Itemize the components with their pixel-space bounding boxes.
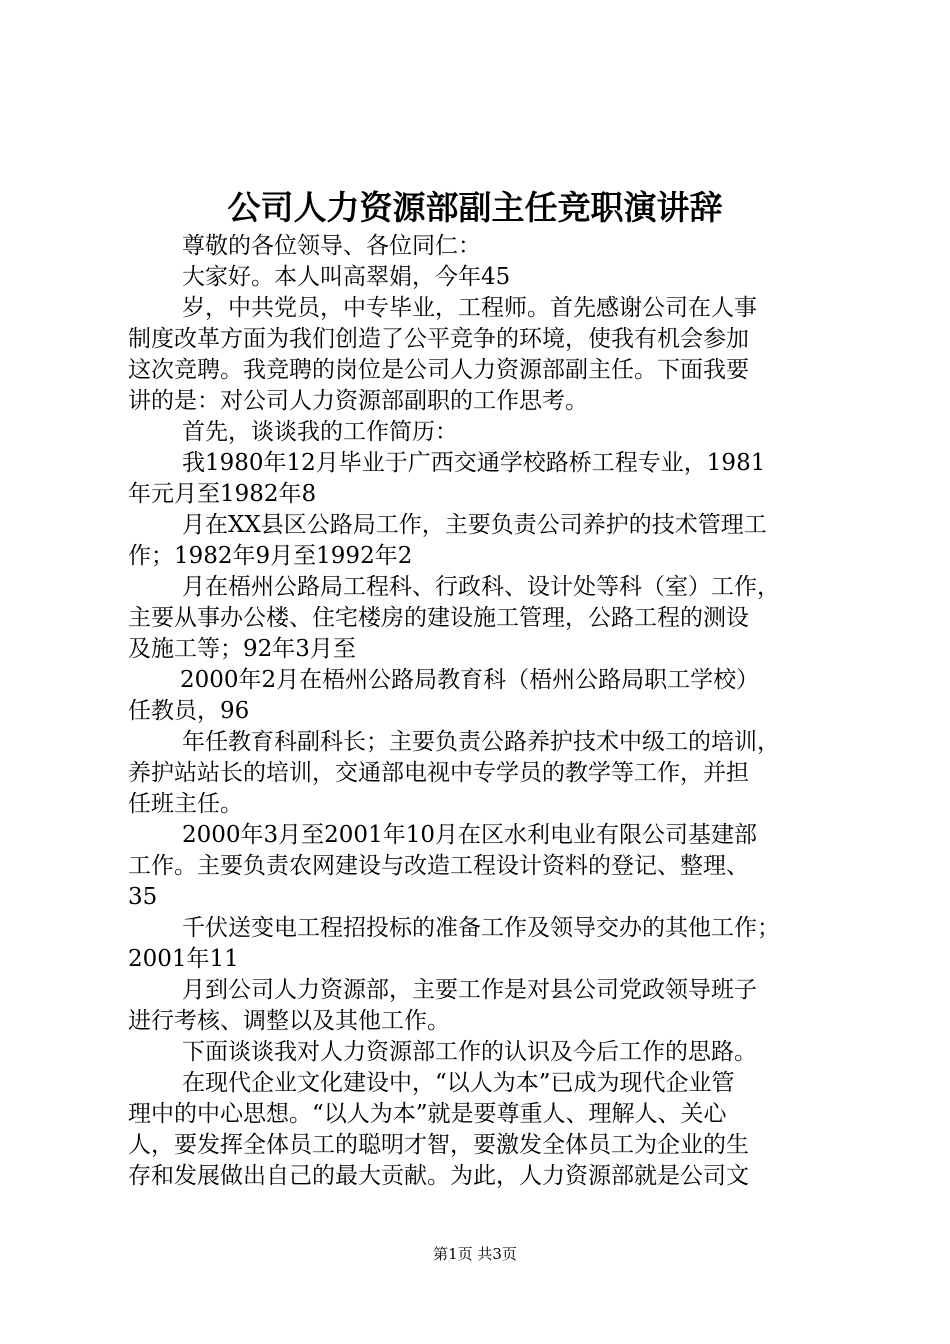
text-line: 进行考核、调整以及其他工作。 xyxy=(128,1008,450,1034)
text-line: 任班主任。 xyxy=(128,791,243,817)
text-line: 我1980年12月毕业于广西交通学校路桥工程专业，1981 xyxy=(182,450,766,476)
text-line: 千伏送变电工程招投标的准备工作及领导交办的其他工作； xyxy=(182,915,780,941)
text-line: 讲的是：对公司人力资源部副职的工作思考。 xyxy=(128,388,588,414)
page-number: 第1页 共3页 xyxy=(433,1245,517,1263)
text-line: 存和发展做出自己的最大贡献。为此，人力资源部就是公司文 xyxy=(128,1163,749,1189)
document-title: 公司人力资源部副主任竞职演讲辞 xyxy=(227,188,723,227)
text-line: 月到公司人力资源部，主要工作是对县公司党政领导班子 xyxy=(182,977,757,1003)
text-line: 这次竞聘。我竞聘的岗位是公司人力资源部副主任。下面我要 xyxy=(128,357,749,383)
text-line: 年任教育科副科长；主要负责公路养护技术中级工的培训， xyxy=(182,729,780,755)
text-line: 工作。主要负责农网建设与改造工程设计资料的登记、整理、 xyxy=(128,853,749,879)
text-line: 制度改革方面为我们创造了公平竞争的环境，使我有机会参加 xyxy=(128,326,749,352)
text-line: 任教员，96 xyxy=(128,698,250,724)
text-line: 首先，谈谈我的工作简历： xyxy=(182,419,458,445)
document-body xyxy=(128,231,832,1192)
text-line: 尊敬的各位领导、各位同仁： xyxy=(182,233,481,259)
text-line: 主要从事办公楼、住宅楼房的建设施工管理，公路工程的测设 xyxy=(128,605,749,631)
text-line: 理中的中心思想。“以人为本”就是要尊重人、理解人、关心 xyxy=(128,1101,727,1127)
text-line: 岁，中共党员，中专毕业，工程师。首先感谢公司在人事 xyxy=(182,295,757,321)
text-line: 月在XX县区公路局工作，主要负责公司养护的技术管理工 xyxy=(182,512,767,538)
text-line: 2001年11 xyxy=(128,946,239,972)
text-line: 下面谈谈我对人力资源部工作的认识及今后工作的思路。 xyxy=(182,1039,757,1065)
text-line: 在现代企业文化建设中，“以人为本”已成为现代企业管 xyxy=(182,1070,735,1096)
text-line: 养护站站长的培训，交通部电视中专学员的教学等工作，并担 xyxy=(128,760,749,786)
text-line: 及施工等；92年3月至 xyxy=(128,636,356,662)
text-line: 2000年2月在梧州公路局教育科（梧州公路局职工学校） xyxy=(180,667,760,693)
text-line: 35 xyxy=(128,884,158,910)
text-line: 年元月至1982年8 xyxy=(128,481,317,507)
text-line: 2000年3月至2001年10月在区水利电业有限公司基建部 xyxy=(182,822,757,848)
text-line: 大家好。本人叫高翠娟，今年45 xyxy=(182,264,511,290)
text-line: 作；1982年9月至1992年2 xyxy=(128,543,413,569)
text-line: 月在梧州公路局工程科、行政科、设计处等科（室）工作， xyxy=(182,574,780,600)
text-line: 人，要发挥全体员工的聪明才智，要激发全体员工为企业的生 xyxy=(128,1132,749,1158)
